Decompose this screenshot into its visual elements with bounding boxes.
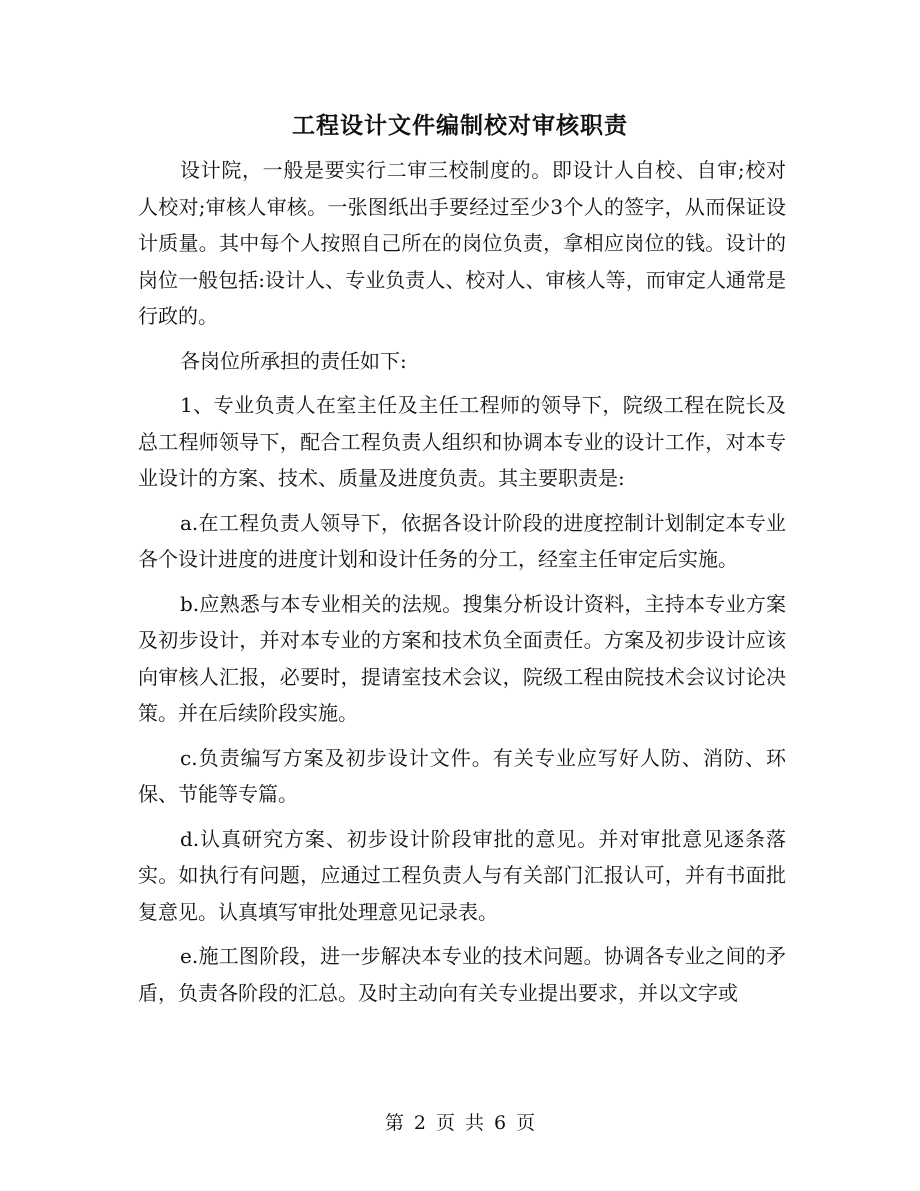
paragraph-item-b: b.应熟悉与本专业相关的法规。搜集分析设计资料，主持本专业方案及初步设计，并对本专业的方案和技术负全面责任。方案及初步设计应该向审核人汇报，必要时，提请室技术会议，院级工程由院技术会议讨论决策。并在后续阶段实施。 bbox=[138, 591, 786, 725]
paragraph-item-d: d.认真研究方案、初步设计阶段审批的意见。并对审批意见逐条落实。如执行有问题，应通过工程负责人与有关部门汇报认可，并有书面批复意见。认真填写审批处理意见记录表。 bbox=[138, 826, 786, 924]
paragraph-responsibilities-heading: 各岗位所承担的责任如下: bbox=[180, 348, 407, 373]
paragraph-item-1: 1、专业负责人在室主任及主任工程师的领导下，院级工程在院长及总工程师领导下，配合工程负责人组织和协调本专业的设计工作，对本专业设计的方案、技术、质量及进度负责。其主要职责是: bbox=[138, 393, 786, 490]
paragraph-item-a: a.在工程负责人领导下，依据各设计阶段的进度控制计划制定本专业各个设计进度的进度计划和设计任务的分工，经室主任审定后实施。 bbox=[138, 510, 786, 571]
paragraph-intro: 设计院，一般是要实行二审三校制度的。即设计人自校、自审;校对人校对;审核人审核。一张图纸出手要经过至少3个人的签字，从而保证设计质量。其中每个人按照自己所在的岗位负责，拿相应岗位的钱。设计的岗位一般包括:设计人、专业负责人、校对人、审核人等，而审定人通常是行政的。 bbox=[138, 158, 786, 328]
page-number-footer: 第 2 页 共 6 页 bbox=[384, 1112, 536, 1134]
document-body bbox=[138, 152, 786, 1019]
document-title: 工程设计文件编制校对审核职责 bbox=[292, 112, 628, 139]
paragraph-item-e: e.施工图阶段，进一步解决本专业的技术问题。协调各专业之间的矛盾，负责各阶段的汇总。及时主动向有关专业提出要求，并以文字或 bbox=[138, 944, 786, 1005]
paragraph-item-c: c.负责编写方案及初步设计文件。有关专业应写好人防、消防、环保、节能等专篇。 bbox=[138, 745, 786, 806]
